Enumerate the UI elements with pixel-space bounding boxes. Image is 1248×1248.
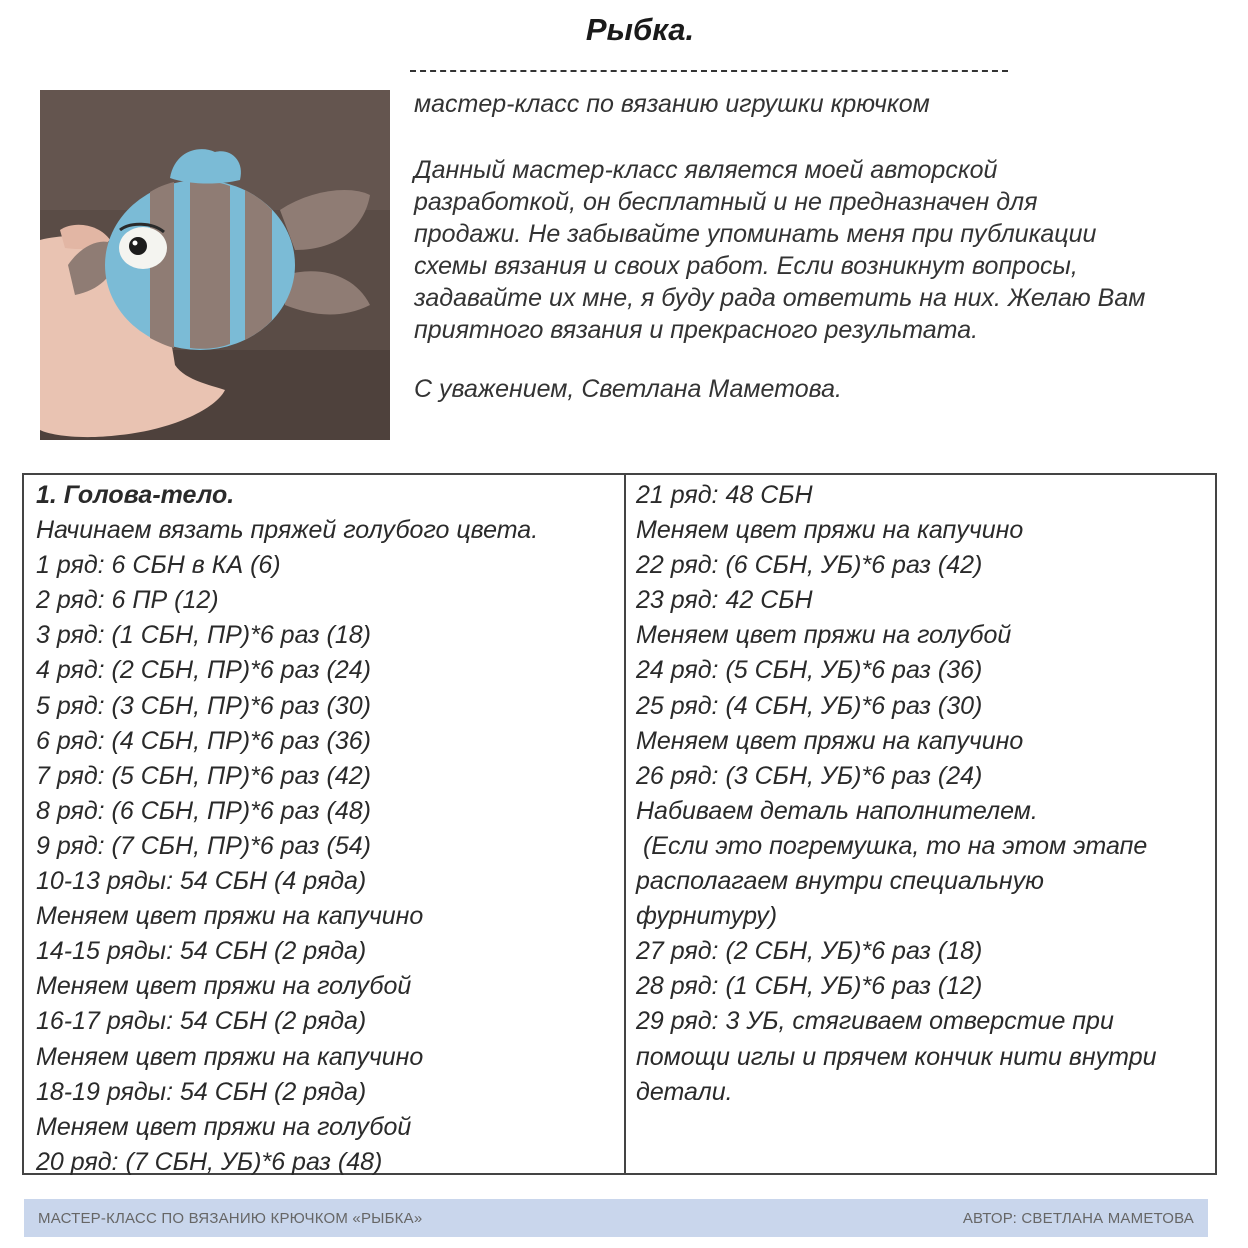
pattern-row: помощи иглы и прячем кончик нити внутри <box>636 1042 1157 1071</box>
pattern-row: 1 ряд: 6 СБН в КА (6) <box>36 551 281 580</box>
subtitle: мастер-класс по вязанию игрушки крючком <box>414 90 930 118</box>
pattern-row: Меняем цвет пряжи на капучино <box>36 1042 424 1071</box>
pattern-row: 8 ряд: (6 СБН, ПР)*6 раз (48) <box>36 796 371 825</box>
column-divider <box>624 475 626 1173</box>
page-title: Рыбка. <box>585 12 695 47</box>
pattern-left-column <box>36 478 538 1180</box>
pattern-row: 24 ряд: (5 СБН, УБ)*6 раз (36) <box>636 656 983 685</box>
pattern-row: 18-19 ряды: 54 СБН (2 ряда) <box>36 1077 367 1106</box>
pattern-row: 20 ряд: (7 СБН, УБ)*6 раз (48) <box>36 1147 383 1176</box>
pattern-row: 22 ряд: (6 СБН, УБ)*6 раз (42) <box>636 551 983 580</box>
intro-line: продажи. Не забывайте упоминать меня при публикации <box>414 220 1097 248</box>
pattern-row: (Если это погремушка, то на этом этапе <box>636 831 1148 860</box>
pattern-row: Меняем цвет пряжи на голубой <box>636 621 1012 650</box>
pattern-row: 16-17 ряды: 54 СБН (2 ряда) <box>36 1007 367 1036</box>
pattern-row: Начинаем вязать пряжей голубого цвета. <box>36 516 539 545</box>
footer-course-title: МАСТЕР-КЛАСС ПО ВЯЗАНИЮ КРЮЧКОМ «РЫБКА» <box>38 1209 423 1227</box>
intro-line: задавайте их мне, я буду рада ответить на них. Желаю Вам <box>414 284 1146 312</box>
pattern-row: 4 ряд: (2 СБН, ПР)*6 раз (24) <box>36 656 371 685</box>
pattern-row: Меняем цвет пряжи на капучино <box>636 726 1024 755</box>
pattern-row: 25 ряд: (4 СБН, УБ)*6 раз (30) <box>636 691 983 720</box>
footer-author: АВТОР: СВЕТЛАНА МАМЕТОВА <box>962 1209 1194 1227</box>
intro-line: схемы вязания и своих работ. Если возникнут вопросы, <box>414 252 1078 280</box>
pattern-row: детали. <box>636 1077 733 1106</box>
pattern-row: 2 ряд: 6 ПР (12) <box>36 586 219 615</box>
signature: С уважением, Светлана Маметова. <box>414 375 842 403</box>
pattern-row: 6 ряд: (4 СБН, ПР)*6 раз (36) <box>36 726 371 755</box>
pattern-row: Меняем цвет пряжи на голубой <box>36 972 412 1001</box>
pattern-row: 3 ряд: (1 СБН, ПР)*6 раз (18) <box>36 621 371 650</box>
pattern-row: 21 ряд: 48 СБН <box>636 481 813 509</box>
pattern-table <box>22 473 1217 1175</box>
pattern-row: Меняем цвет пряжи на капучино <box>36 902 424 931</box>
pattern-row: 28 ряд: (1 СБН, УБ)*6 раз (12) <box>636 972 983 1001</box>
crochet-fish-toy-photo-icon <box>40 90 390 440</box>
pattern-right-column <box>636 478 1157 1110</box>
pattern-row: 7 ряд: (5 СБН, ПР)*6 раз (42) <box>36 761 371 790</box>
fish-photo <box>40 90 390 440</box>
pattern-row: 26 ряд: (3 СБН, УБ)*6 раз (24) <box>636 761 983 790</box>
pattern-row: 23 ряд: 42 СБН <box>636 586 813 615</box>
pattern-row: 5 ряд: (3 СБН, ПР)*6 раз (30) <box>36 691 371 720</box>
pattern-row: 29 ряд: 3 УБ, стягиваем отверстие при <box>636 1007 1114 1036</box>
section-heading: 1. Голова-тело. <box>36 481 235 509</box>
pattern-row: 9 ряд: (7 СБН, ПР)*6 раз (54) <box>36 831 371 860</box>
title-divider <box>410 70 1008 72</box>
footer-bar <box>24 1199 1208 1237</box>
pattern-row: Меняем цвет пряжи на голубой <box>36 1112 412 1141</box>
pattern-row: фурнитуру) <box>636 902 778 931</box>
intro-line: Данный мастер-класс является моей авторской <box>414 156 998 184</box>
pattern-row: 14-15 ряды: 54 СБН (2 ряда) <box>36 937 367 966</box>
intro-line: разработкой, он бесплатный и не предназначен для <box>414 188 1038 216</box>
pattern-row: Набиваем деталь наполнителем. <box>636 796 1038 825</box>
pattern-row: располагаем внутри специальную <box>636 867 1044 896</box>
pattern-row: 10-13 ряды: 54 СБН (4 ряда) <box>36 867 367 896</box>
intro-paragraph <box>414 154 1214 346</box>
pattern-row: Меняем цвет пряжи на капучино <box>636 516 1024 545</box>
pattern-row: 27 ряд: (2 СБН, УБ)*6 раз (18) <box>636 937 983 966</box>
intro-line: приятного вязания и прекрасного результата. <box>414 316 979 344</box>
